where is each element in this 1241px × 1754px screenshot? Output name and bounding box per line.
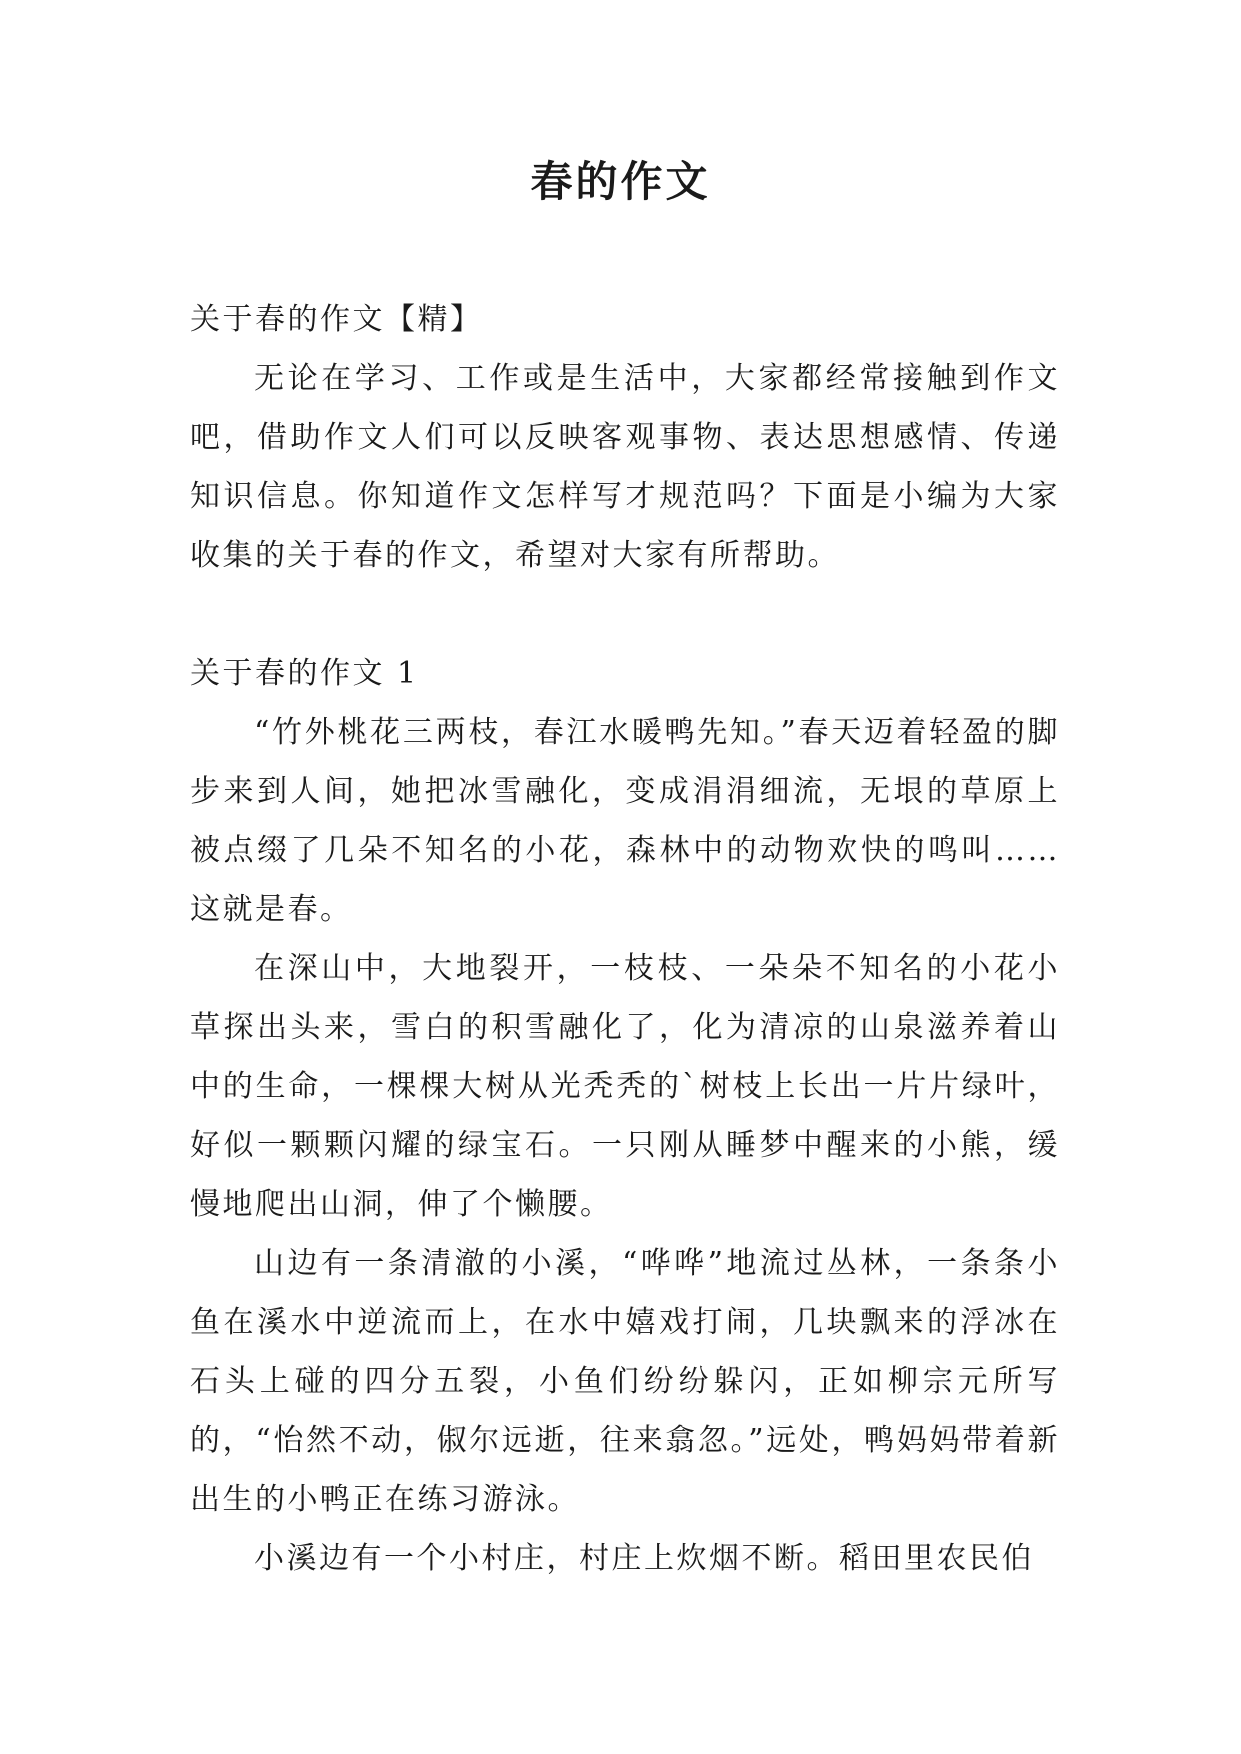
body-paragraph: 山边有一条清澈的小溪，“哗哗”地流过丛林，一条条小鱼在溪水中逆流而上，在水中嬉戏打闹，几块飘来的浮冰在石头上碰的四分五裂，小鱼们纷纷躲闪，正如柳宗元所写的，“怡然不动，俶尔远逝，往来翕忽。”远处，鸭妈妈带着新出生的小鸭正在练习游泳。 [190, 1246, 1060, 1517]
document-body [190, 290, 1060, 1588]
section-spacer [190, 585, 1060, 644]
section-heading: 关于春的作文 1 [190, 656, 419, 691]
document-title: 春的作文 [530, 157, 711, 206]
body-paragraph: “竹外桃花三两枝，春江水暖鸭先知。”春天迈着轻盈的脚步来到人间，她把冰雪融化，变成涓涓细流，无垠的草原上被点缀了几朵不知名的小花，森林中的动物欢快的鸣叫……这就是春。 [190, 715, 1060, 927]
intro-paragraph: 无论在学习、工作或是生活中，大家都经常接触到作文吧，借助作文人们可以反映客观事物、表达思想感情、传递知识信息。你知道作文怎样写才规范吗？下面是小编为大家收集的关于春的作文，希望对大家有所帮助。 [190, 361, 1060, 573]
body-paragraph: 在深山中，大地裂开，一枝枝、一朵朵不知名的小花小草探出头来，雪白的积雪融化了，化为清凉的山泉滋养着山中的生命，一棵棵大树从光秃秃的`树枝上长出一片片绿叶，好似一颗颗闪耀的绿宝石。一只刚从睡梦中醒来的小熊，缓慢地爬出山洞，伸了个懒腰。 [190, 951, 1060, 1222]
body-paragraph: 小溪边有一个小村庄，村庄上炊烟不断。稻田里农民伯 [254, 1541, 1034, 1576]
intro-heading: 关于春的作文【精】 [190, 302, 483, 337]
